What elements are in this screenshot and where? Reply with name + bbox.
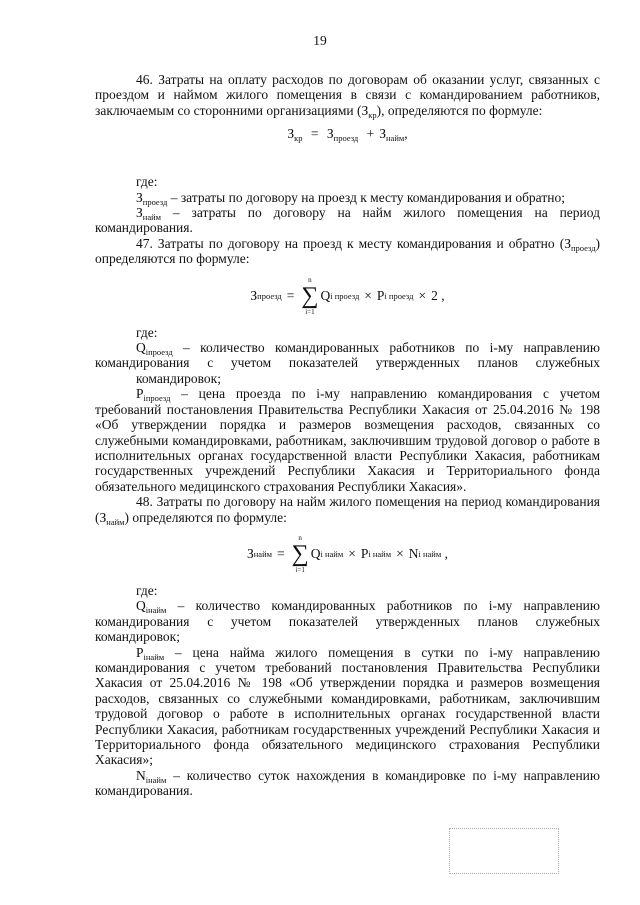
formula-symbol: З: [246, 546, 254, 562]
text-line: Затраты по договору на найм жилого помещения на период: [156, 494, 502, 510]
definition-text: Республики Хакасия, работникам государственных учреждений Республики: [95, 721, 538, 737]
subscript: кр: [294, 133, 303, 144]
definition-text: трудовой договор о работе в исполнительных органах государственной власти: [95, 706, 600, 722]
page-number: 19: [313, 33, 327, 48]
formula-symbol: Q: [136, 598, 146, 614]
definition-p-naim: [95, 645, 600, 768]
definition-text: № 198 «Об утверждении порядка и размеров возмещения расходов, связанных со: [95, 401, 600, 433]
definition-text: Территориального фонда обязательного медицинского страхования Республики: [95, 463, 600, 494]
subscript: iнайм: [143, 651, 165, 662]
subscript: iнайм: [145, 605, 167, 616]
definition-text: расходов, связанных со служебными командировками, работникам, заключившим: [95, 690, 600, 706]
subscript: проезд: [142, 196, 168, 207]
definition-text: командировок;: [95, 629, 180, 645]
paragraph-47: [95, 236, 600, 267]
sum-lower-limit: i=1: [305, 307, 315, 316]
definition-text: требований постановления Правительства Республики Хакасия от 25.04.2016: [95, 401, 554, 417]
sigma-sign: ∑: [301, 282, 319, 309]
definition-z-proezd: [95, 190, 600, 205]
definition-text: – цена проезда по i-му направлению командирования с учетом: [170, 386, 600, 402]
definition-text: Хакасия».: [408, 478, 467, 494]
equals-sign: =: [310, 126, 319, 142]
definition-text: – количество командированных работников по i-му направлению: [172, 340, 600, 356]
subscript: найм: [106, 516, 125, 527]
definition-text: командирования с учетом показателей утвержденных планов служебных: [95, 613, 600, 629]
text-line: ) определяются по формуле:: [95, 235, 601, 267]
text-line: (З: [559, 235, 571, 251]
formula-symbol: Q: [136, 340, 146, 356]
formula-total: [95, 118, 600, 174]
item-number: 46.: [136, 72, 153, 87]
sum-operator: [292, 534, 309, 574]
formula-symbol: З: [136, 189, 143, 205]
subscript: найм: [386, 133, 405, 144]
text-line: ) определяются по формуле:: [124, 509, 287, 525]
definition-text: Хакасия от 25.04.2016 № 198 «Об утверждении порядка и размеров возмещения: [95, 675, 600, 691]
formula-proezd: З проезд = n ∑ i=1 Q i проезд × P i проезд × 2 ,: [250, 275, 445, 316]
text-line: заключаемым со сторонними организациями (З: [95, 102, 369, 118]
paragraph-46: [95, 72, 600, 118]
sum-upper-limit: n: [298, 533, 302, 542]
definition-p-proezd: [95, 386, 600, 494]
definition-text: командирования.: [95, 783, 193, 799]
paragraph-48: [95, 494, 600, 525]
where-label: где:: [136, 582, 158, 598]
sum-operator: [301, 276, 318, 316]
definition-text: – количество командированных работников по i-му направлению: [166, 598, 600, 614]
definition-text: работникам государственных учреждений Республики Хакасия и: [95, 447, 600, 479]
scan-artifact-mark: [449, 828, 559, 874]
definition-text: – цена найма жилого помещения в сутки по i-му направлению: [164, 644, 600, 660]
formula-symbol: З: [287, 126, 295, 142]
formula-symbol: P: [360, 546, 369, 562]
subscript: найм: [142, 212, 162, 223]
definition-n-naim: [95, 768, 600, 799]
item-number: 48.: [136, 494, 153, 510]
text-line: командирования (З: [95, 494, 601, 525]
punctuation: ,: [441, 287, 445, 303]
formula-symbol: З: [136, 205, 143, 221]
definition-text: – затраты по договору на проезд к месту командирования и обратно;: [167, 189, 565, 205]
definition-text: Республики Хакасия»;: [95, 737, 600, 768]
subscript: проезд: [570, 242, 596, 253]
definition-text: командирования с учетом показателей утвержденных планов служебных: [95, 355, 600, 371]
times-sign: ×: [364, 287, 372, 303]
subscript: iпроезд: [143, 393, 171, 404]
formula-symbol: P: [136, 386, 144, 402]
sum-upper-limit: n: [308, 275, 312, 284]
subscript: iнайм: [145, 774, 167, 785]
definition-text: служебными командировками, работникам, заключившим трудовой договор о: [95, 432, 548, 448]
formula-symbol: Q: [320, 287, 331, 303]
times-sign: ×: [396, 546, 404, 562]
document-body: [95, 72, 600, 799]
subscript: кр: [368, 109, 377, 120]
formula-symbol: З: [326, 126, 334, 142]
punctuation: ,: [404, 126, 408, 142]
where-label: где:: [136, 174, 158, 190]
text-line: Затраты на оплату расходов по договорам об оказании услуг, связанных с: [158, 72, 600, 87]
text-line: ), определяются по формуле:: [376, 102, 543, 118]
definition-text: работе в исполнительных органах государственной власти Республики Хакасия,: [95, 432, 600, 463]
plus-sign: +: [366, 126, 375, 142]
formula-symbol: З: [250, 287, 258, 303]
definition-text: – затраты по договору на найм жилого помещения на период: [161, 205, 600, 221]
subscript: iпроезд: [145, 347, 173, 358]
formula-symbol: Q: [310, 546, 321, 562]
definition-text: – количество суток нахождения в командировке по i-му направлению: [166, 767, 600, 783]
definition-text: командирования.: [95, 220, 193, 236]
sigma-sign: ∑: [291, 540, 309, 567]
definition-text: командирования с учетом требований постановления Правительства Республики: [95, 659, 600, 675]
times-sign: ×: [418, 287, 427, 303]
text-line: проездом и наймом жилого помещения в связи с командированием работников,: [95, 87, 600, 103]
equals-sign: =: [277, 546, 285, 562]
formula-naim: З найм = n ∑ i=1 Q i найм × P i найм × N i найм ,: [246, 533, 448, 574]
where-label: где:: [136, 324, 158, 340]
formula-symbol: N: [136, 767, 146, 783]
definition-q-naim: [95, 598, 600, 644]
subscript: проезд: [333, 133, 359, 144]
definition-text: командировок;: [136, 370, 221, 386]
sum-lower-limit: i=1: [295, 565, 305, 574]
formula-symbol: P: [136, 644, 144, 660]
equals-sign: =: [286, 287, 295, 303]
formula-symbol: N: [408, 546, 419, 562]
text-line: Затраты по договору на проезд к месту командирования и обратно: [157, 235, 555, 251]
formula-symbol: З: [379, 126, 386, 142]
definition-q-proezd: [95, 340, 600, 386]
formula-symbol: P: [376, 287, 385, 303]
definition-text: Хакасия и Территориального фонда обязательного медицинского страхования: [95, 721, 600, 752]
punctuation: ,: [444, 546, 448, 562]
item-number: 47.: [136, 235, 153, 251]
formula-constant: 2: [431, 287, 438, 303]
times-sign: ×: [348, 546, 356, 562]
definition-z-naim: [95, 205, 600, 236]
